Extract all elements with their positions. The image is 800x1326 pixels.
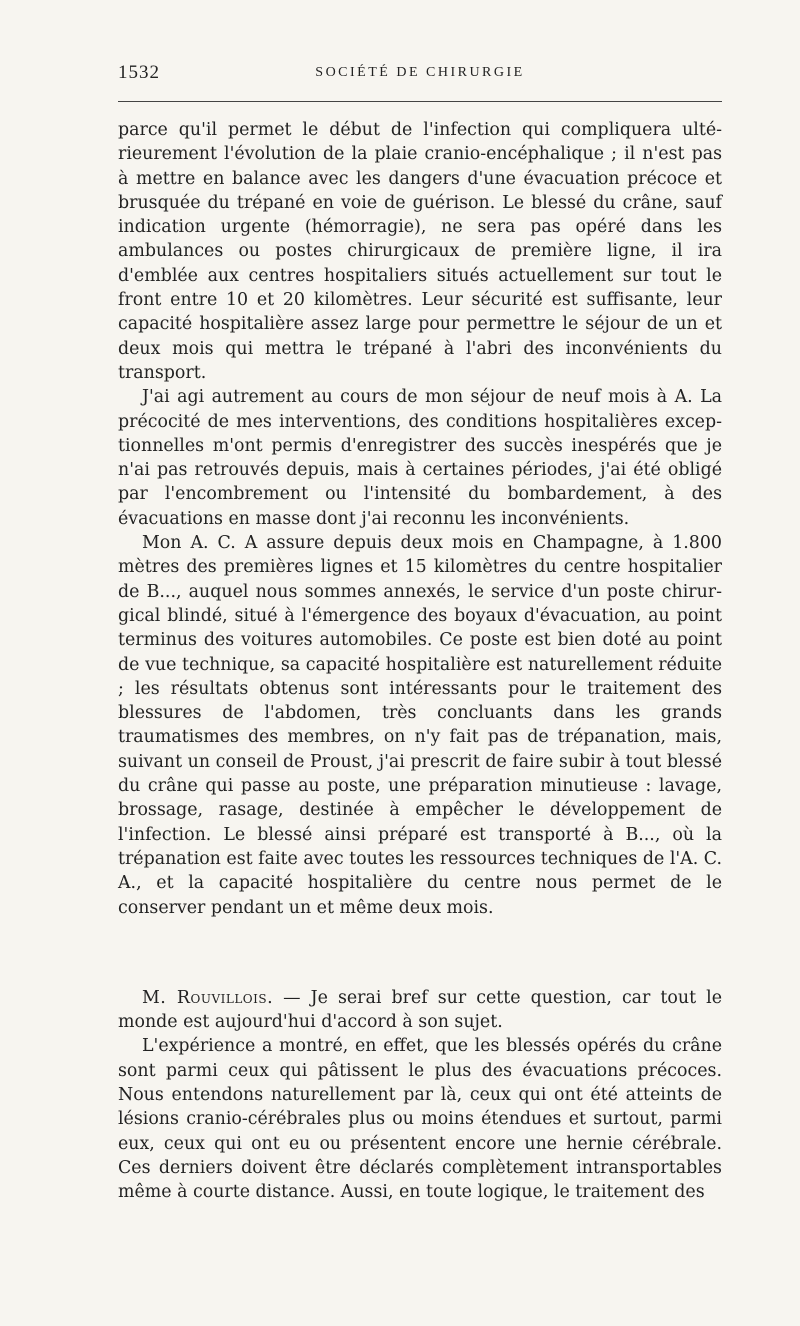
paragraph-5: L'expérience a montré, en effet, que les blessés opérés du crâne sont parmi ceux qui pâtissent le plus des évacuations précoces. Nous entendons naturellement par là, ceux qui ont été atteints de lésions cranio-cérébrales plus ou moins étendues et surtout, parmi eux, ceux qui ont eu ou présentent encore une hernie cérébrale. Ces derniers doivent être déclarés complètement intransportables même à courte distance. Aussi, en toute logique, le traitement des bbox=[118, 1036, 722, 1203]
header-rule bbox=[118, 101, 722, 102]
paragraph-2: J'ai agi autrement au cours de mon séjour de neuf mois à A. La précocité de mes interventions, des conditions hospitalières exceptionnelles m'ont permis d'enregistrer des succès inespérés que je n'ai pas retrouvés depuis, mais à certaines périodes, j'ai été obligé par l'encombrement ou l'intensité du bombardement, à des évacuations en masse dont j'ai reconnu les inconvénients. bbox=[118, 387, 722, 529]
paragraph-3: Mon A. C. A assure depuis deux mois en Champagne, à 1.800 mètres des premières lignes et 15 kilomètres du centre hospitalier de B..., auquel nous sommes annexés, le service d'un poste chirurgical blindé, situé à l'émergence des boyaux d'évacuation, au point terminus des voitures automobiles. Ce poste est bien doté au point de vue technique, sa capacité hospitalière est naturellement réduite ; les résultats obtenus sont intéressants pour le traitement des blessures de l'abdomen, très concluants dans les grands traumatismes des membres, on n'y fait pas de trépanation, mais, suivant un conseil de Proust, j'ai prescrit de faire subir à tout blessé du crâne qui passe au poste, une préparation minutieuse : lavage, brossage, rasage, destinée à empêcher le développement de l'infection. Le blessé ainsi préparé est transporté à B..., où la trépanation est faite avec toutes les ressources techniques de l'A. C. A., et la capacité hospitalière du centre nous permet de le conserver pendant un et même deux mois. bbox=[118, 533, 722, 918]
running-head bbox=[118, 62, 722, 88]
paragraph-4 bbox=[118, 986, 722, 1035]
body-text bbox=[118, 118, 722, 1204]
speaker-name: M. Rouvillois. bbox=[142, 987, 274, 1008]
paragraph-4-text: — Je serai bref sur cette question, car tout le monde est aujourd'hui d'accord à son sujet. bbox=[118, 987, 722, 1033]
paragraph-1: parce qu'il permet le début de l'infection qui compliquera ultérieurement l'évolution de la plaie cranio-encéphalique ; il n'est pas à mettre en balance avec les dangers d'une évacuation précoce et brusquée du trépané en voie de guérison. Le blessé du crâne, sauf indication urgente (hémorragie), ne sera pas opéré dans les ambulances ou postes chirurgicaux de première ligne, il ira d'emblée aux centres hospitaliers situés actuellement sur tout le front entre 10 et 20 kilomètres. Leur sécurité est suffisante, leur capacité hospitalière assez large pour permettre le séjour de un et deux mois qui mettra le trépané à l'abri des inconvénients du transport. bbox=[118, 120, 722, 383]
page-number: 1532 bbox=[118, 62, 160, 83]
journal-title: SOCIÉTÉ DE CHIRURGIE bbox=[315, 65, 525, 80]
